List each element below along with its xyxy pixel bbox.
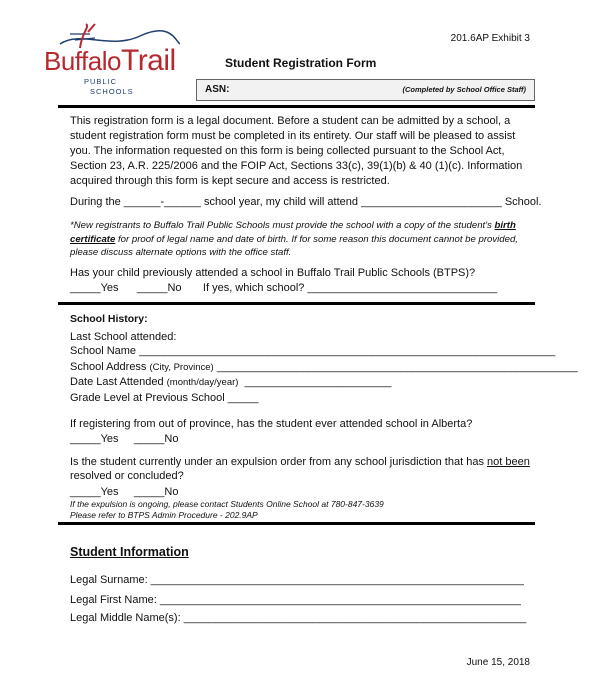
legal-middle-name-field[interactable]: Legal Middle Name(s): ________________________________________________________ bbox=[70, 612, 527, 624]
province-answers[interactable]: _____Yes _____No bbox=[70, 433, 179, 445]
divider bbox=[58, 302, 535, 305]
logo bbox=[40, 22, 180, 98]
line: ________________________ bbox=[238, 376, 392, 388]
asn-label: ASN: bbox=[205, 84, 230, 95]
exhibit-label: 201.6AP Exhibit 3 bbox=[450, 33, 530, 44]
expulsion-note: If the expulsion is ongoing, please contact Students Online School at 780-847-3639 bbox=[70, 499, 384, 509]
page-title: Student Registration Form bbox=[225, 56, 377, 70]
province-question: If registering from out of province, has the student ever attended school in Alberta? bbox=[70, 418, 473, 430]
last-school-label: Last School attended: bbox=[70, 331, 177, 343]
asn-note: (Completed by School Office Staff) bbox=[402, 85, 526, 94]
date-attended-field[interactable] bbox=[70, 376, 391, 388]
birth-certificate-note bbox=[70, 219, 538, 260]
footer-date: June 15, 2018 bbox=[466, 657, 530, 668]
grade-level-field[interactable]: Grade Level at Previous School _____ bbox=[70, 392, 259, 404]
logo-text: Buffalo bbox=[44, 46, 121, 76]
student-info-heading: Student Information bbox=[70, 545, 189, 559]
note-bold: birth certificate bbox=[70, 220, 516, 245]
divider bbox=[58, 105, 535, 108]
label: School Address bbox=[70, 361, 150, 373]
q-underline: not been bbox=[487, 456, 530, 468]
asn-box[interactable] bbox=[196, 79, 535, 101]
hint: (month/day/year) bbox=[166, 377, 239, 388]
q: Is the student currently under an expulsion order from any school jurisdiction that has bbox=[70, 456, 488, 468]
legal-first-name-field[interactable]: Legal First Name: ___________________________________________________________ bbox=[70, 594, 521, 606]
btps-question: Has your child previously attended a school in Buffalo Trail Public Schools (BTPS)? bbox=[70, 267, 476, 279]
intro-paragraph: This registration form is a legal document. Before a student can be admitted by a school, a student registration form must be completed in its entirety. Our staff will be pleased to assist you. The information requested on this form is being collected pursuant to the School Act, Section 23, A.R. 225/2006 and the FOIP Act, Sections 33(c), 39(1)(b) & 40 (1)(c). Information acquired through this form is kept secure and access is restricted. bbox=[70, 115, 523, 187]
btps-answers[interactable]: _____Yes _____No If yes, which school? _______________________________ bbox=[70, 282, 498, 294]
note-text: *New registrants to Buffalo Trail Public Schools must provide the school with a copy of the student's bbox=[70, 220, 495, 231]
school-year-line[interactable]: During the ______-______ school year, my child will attend _______________________ School. bbox=[70, 196, 542, 208]
school-name-field[interactable]: School Name ____________________________________________________________________ bbox=[70, 345, 556, 357]
q-2: resolved or concluded? bbox=[70, 470, 184, 482]
logo-text-2: Trail bbox=[120, 44, 176, 77]
expulsion-question bbox=[70, 455, 538, 483]
label: Date Last Attended bbox=[70, 376, 167, 388]
school-history-heading: School History: bbox=[70, 313, 148, 325]
expulsion-answers[interactable]: _____Yes _____No bbox=[70, 486, 179, 498]
note-text-2: for proof of legal name and date of birth. If for some reason this document cannot be provided, please discuss alternate options with the office staff. bbox=[70, 233, 518, 258]
divider bbox=[58, 522, 535, 525]
legal-surname-field[interactable]: Legal Surname: _____________________________________________________________ bbox=[70, 574, 524, 586]
line: ___________________________________________________________ bbox=[213, 361, 578, 373]
hint: (City, Province) bbox=[149, 362, 214, 373]
logo-sub-2: SCHOOLS bbox=[90, 87, 134, 96]
logo-sub: PUBLIC bbox=[84, 77, 118, 86]
school-address-field[interactable] bbox=[70, 361, 578, 373]
procedure-note: Please refer to BTPS Admin Procedure - 202.9AP bbox=[70, 510, 258, 520]
